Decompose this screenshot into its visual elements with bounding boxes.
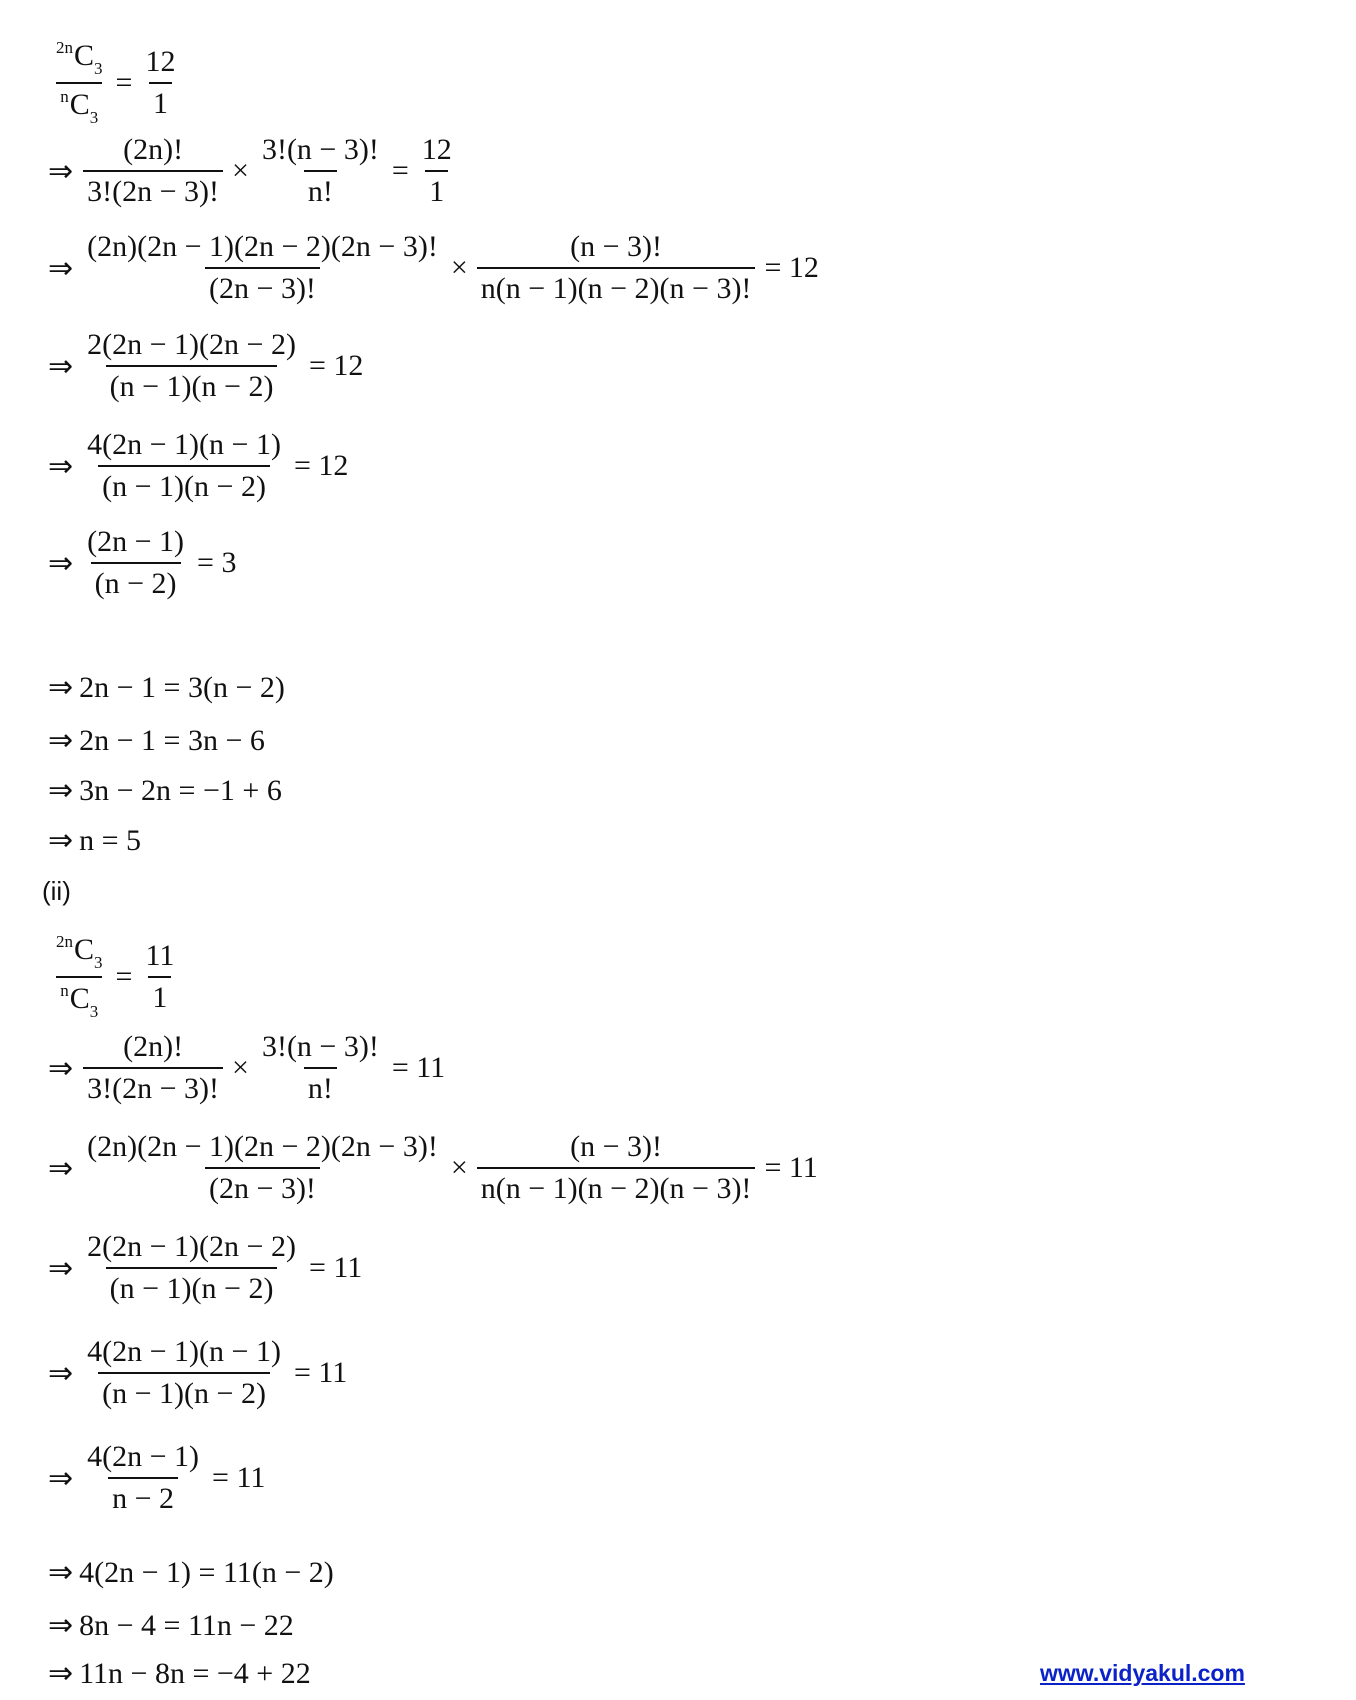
numerator: 11 — [145, 939, 175, 972]
fraction — [83, 428, 285, 504]
fraction — [418, 133, 456, 209]
eq-line-18 — [48, 1608, 294, 1643]
eq-line-17 — [48, 1555, 334, 1590]
equation: 2n − 1 = 3(n − 2) — [79, 670, 285, 704]
denominator: (n − 1)(n − 2) — [106, 1267, 278, 1306]
eq-line-16 — [48, 1440, 270, 1516]
implies-symbol: ⇒ — [48, 723, 74, 758]
denominator: n(n − 1)(n − 2)(n − 3)! — [477, 1167, 756, 1206]
implies-symbol: ⇒ — [48, 250, 74, 286]
implies-symbol: ⇒ — [48, 823, 74, 858]
ncr-ratio — [52, 932, 107, 1022]
footer-link[interactable]: www.vidyakul.com — [1040, 1660, 1245, 1686]
ncr-prefix: n — [60, 981, 69, 1000]
fraction — [83, 1130, 442, 1206]
eq-line-11 — [48, 932, 182, 1022]
eq-line-13 — [48, 1130, 823, 1206]
fraction — [83, 133, 223, 209]
implies-symbol: ⇒ — [48, 1608, 74, 1643]
eq-line-3 — [48, 230, 824, 306]
fraction — [258, 1030, 383, 1106]
numerator: 2(2n − 1)(2n − 2) — [87, 1230, 296, 1263]
ncr-letter: C — [69, 88, 90, 121]
denominator: (n − 2) — [91, 562, 181, 601]
implies-symbol: ⇒ — [48, 1250, 74, 1286]
equation: 3n − 2n = −1 + 6 — [79, 773, 282, 807]
ncr-subscript: 3 — [94, 59, 103, 78]
eq-line-12 — [48, 1030, 450, 1106]
implies-symbol: ⇒ — [48, 448, 74, 484]
eq-line-8 — [48, 723, 265, 758]
eq-line-2 — [48, 133, 460, 209]
ncr-subscript: 3 — [89, 108, 99, 127]
result: = 11 — [391, 1051, 446, 1084]
implies-symbol: ⇒ — [48, 153, 74, 189]
denominator: 3!(2n − 3)! — [83, 1067, 223, 1106]
denominator: (n − 1)(n − 2) — [106, 365, 278, 404]
result: = 12 — [764, 251, 819, 284]
part-ii-label: (ii) — [42, 876, 71, 906]
numerator: (2n)! — [123, 1030, 184, 1063]
denominator: (2n − 3)! — [205, 267, 320, 306]
result: = 11 — [308, 1251, 363, 1284]
eq-line-7 — [48, 670, 285, 705]
implies-symbol: ⇒ — [48, 1150, 74, 1186]
ncr-ratio — [52, 38, 107, 128]
eq-line-6 — [48, 525, 241, 601]
numerator: (2n)(2n − 1)(2n − 2)(2n − 3)! — [87, 1130, 438, 1163]
implies-symbol: ⇒ — [48, 773, 74, 808]
equation: 2n − 1 = 3n − 6 — [79, 723, 265, 757]
denominator: n − 2 — [108, 1477, 178, 1516]
numerator: 3!(n − 3)! — [261, 133, 379, 166]
result: = 12 — [308, 349, 364, 382]
result: = 3 — [197, 546, 237, 579]
numerator: 4(2n − 1)(n − 1) — [87, 428, 281, 461]
numerator: (n − 3)! — [570, 230, 663, 263]
result: = 11 — [293, 1356, 348, 1389]
eq-line-15 — [48, 1335, 352, 1411]
implies-symbol: ⇒ — [48, 1555, 74, 1590]
ncr-letter: C — [74, 39, 95, 72]
eq-line-4 — [48, 328, 368, 404]
denominator: 1 — [149, 82, 172, 121]
eq-line-1 — [48, 38, 183, 128]
times-sign: × — [232, 154, 249, 187]
ncr-subscript: 3 — [89, 1002, 99, 1021]
times-sign: × — [450, 1151, 468, 1184]
numerator: 12 — [421, 133, 452, 166]
numerator: 12 — [145, 45, 176, 78]
eq-line-5 — [48, 428, 353, 504]
denominator: 3!(2n − 3)! — [83, 170, 223, 209]
denominator: 1 — [148, 976, 171, 1015]
equals-sign: = — [115, 960, 133, 993]
implies-symbol: ⇒ — [48, 670, 74, 705]
implies-symbol: ⇒ — [48, 1460, 74, 1496]
equation: 4(2n − 1) = 11(n − 2) — [79, 1555, 334, 1589]
fraction — [477, 1130, 756, 1206]
fraction — [83, 525, 188, 601]
implies-symbol: ⇒ — [48, 545, 74, 581]
fraction — [83, 1335, 285, 1411]
numerator: 3!(n − 3)! — [261, 1030, 379, 1063]
ncr-prefix: n — [60, 87, 69, 106]
numerator: (2n)! — [123, 133, 184, 166]
result: = 12 — [293, 449, 349, 482]
numerator: 2(2n − 1)(2n − 2) — [87, 328, 296, 361]
implies-symbol: ⇒ — [48, 1050, 74, 1086]
rhs-fraction — [141, 939, 178, 1015]
implies-symbol: ⇒ — [48, 1355, 74, 1391]
numerator: 4(2n − 1)(n − 1) — [87, 1335, 281, 1368]
numerator: (2n)(2n − 1)(2n − 2)(2n − 3)! — [87, 230, 438, 263]
denominator: n! — [304, 170, 337, 209]
ncr-prefix: 2n — [56, 932, 73, 951]
times-sign: × — [232, 1051, 249, 1084]
fraction — [258, 133, 383, 209]
eq-line-19 — [48, 1656, 311, 1691]
ncr-letter: C — [74, 933, 95, 966]
eq-line-10 — [48, 823, 141, 858]
times-sign: × — [450, 251, 468, 284]
numerator: (2n − 1) — [87, 525, 185, 558]
ncr-letter: C — [69, 982, 90, 1015]
fraction — [83, 230, 442, 306]
denominator: n(n − 1)(n − 2)(n − 3)! — [477, 267, 756, 306]
equation: 8n − 4 = 11n − 22 — [79, 1608, 294, 1642]
denominator: n! — [304, 1067, 337, 1106]
rhs-fraction — [141, 45, 179, 121]
implies-symbol: ⇒ — [48, 1656, 74, 1691]
fraction — [83, 328, 300, 404]
denominator: (2n − 3)! — [205, 1167, 320, 1206]
ncr-prefix: 2n — [56, 38, 73, 57]
equation: 11n − 8n = −4 + 22 — [79, 1656, 311, 1690]
ncr-subscript: 3 — [94, 953, 103, 972]
numerator: (n − 3)! — [570, 1130, 663, 1163]
denominator: (n − 1)(n − 2) — [98, 1372, 270, 1411]
fraction — [83, 1440, 203, 1516]
fraction — [477, 230, 756, 306]
equals-sign: = — [115, 66, 133, 99]
equals-sign: = — [391, 154, 409, 187]
result: = 11 — [764, 1151, 818, 1184]
eq-line-9 — [48, 773, 282, 808]
equation: n = 5 — [79, 823, 142, 857]
denominator: 1 — [425, 170, 448, 209]
implies-symbol: ⇒ — [48, 348, 74, 384]
denominator: (n − 1)(n − 2) — [98, 465, 270, 504]
eq-line-14 — [48, 1230, 367, 1306]
fraction — [83, 1030, 223, 1106]
result: = 11 — [212, 1461, 266, 1494]
fraction — [83, 1230, 300, 1306]
numerator: 4(2n − 1) — [87, 1440, 200, 1473]
